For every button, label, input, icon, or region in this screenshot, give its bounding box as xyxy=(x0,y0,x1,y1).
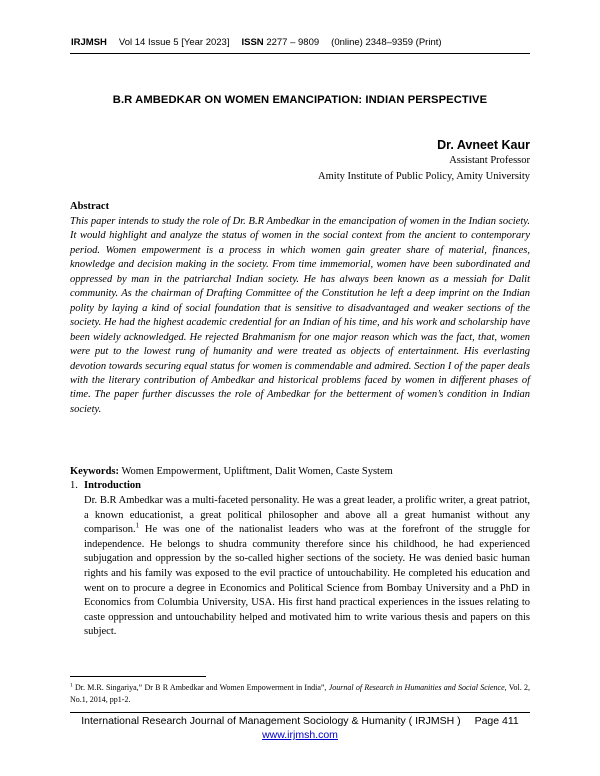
author-position: Assistant Professor xyxy=(449,155,530,166)
page-number: Page 411 xyxy=(474,715,519,727)
header-year: [Year 2023] xyxy=(181,37,230,48)
journal-abbrev: IRJMSH xyxy=(71,37,107,48)
section-title: Introduction xyxy=(84,480,141,491)
running-footer xyxy=(70,715,530,727)
intro-text-part1: Dr. B.R Ambedkar was a multi-faceted personality. He was a great leader, a prolific writer, a great patriot, a known educationist, a great political philosopher and above all a great humanist without any comparison. xyxy=(84,495,530,536)
footnote-divider xyxy=(70,676,206,677)
keywords-text: Women Empowerment, Upliftment, Dalit Women, Caste System xyxy=(121,466,393,477)
author-name: Dr. Avneet Kaur xyxy=(437,138,530,152)
footnote-details: , Vol. 2, No.1, 2014, pp1-2. xyxy=(70,683,531,704)
footnote-journal: Journal of Research in Humanities and Social Science xyxy=(328,683,505,692)
footer-divider xyxy=(70,712,530,713)
intro-text-part2: He was one of the nationalist leaders who was at the forefront of the struggle for independence. He belongs to shudra community therefore since his childhood, he had experienced subjugation and oppression by the so-called higher sections of the society. He was denied basic human rights and his family was exposed to the evil practice of untouchability. He completed his education and went on to procure a degree in Economics and Political Science from Bombay University and a PhD in Economics from Columbia University, USA. His first hand practical experiences in the issues relating to caste oppression and untouchability helped and motivated him to write various thesis and papers on this subject. xyxy=(84,524,530,638)
footnote-number: 1 xyxy=(70,682,73,689)
issn-value: 2277 – 9809 xyxy=(266,37,320,48)
section-heading xyxy=(70,480,141,491)
running-header xyxy=(71,37,531,48)
footnote xyxy=(70,682,530,705)
footnote-reference[interactable]: 1 xyxy=(135,521,140,530)
footer-url-line xyxy=(70,729,530,741)
keywords-line xyxy=(70,466,393,477)
volume-issue: Vol 14 Issue 5 xyxy=(118,37,179,48)
introduction-paragraph xyxy=(84,494,530,640)
footer-journal-name: International Research Journal of Management Sociology & Humanity ( IRJMSH ) xyxy=(81,715,461,727)
footnote-text: Dr. M.R. Singariya,” Dr B R Ambedkar and Women Empowerment in India”, xyxy=(72,683,329,692)
keywords-label: Keywords: xyxy=(70,466,119,477)
abstract-heading: Abstract xyxy=(70,201,110,212)
author-institution: Amity Institute of Public Policy, Amity University xyxy=(318,171,530,182)
issn-label: ISSN xyxy=(241,37,264,48)
abstract-text: This paper intends to study the role of Dr. B.R Ambedkar in the emancipation of women in the Indian society. It would highlight and analyze the status of women in the social context from the ancient to contemporary period. Women empowerment is a process in which women gain greater share of material, finances, knowledge and decision making in the society. From time immemorial, women have been subordinated and oppressed by man in the patriarchal Indian society. He has always been known as a messiah for Dalit community. As the chairman of Drafting Committee of the Constitution he left a deep imprint on the Indian polity by laying a kind of social foundation that is sensitive to disadvantaged and weaker sections of the society. He had the highest academic credential for an Indian of his time, and his work and scholarship have been widely acknowledged. He rejected Brahmanism for one major reason which was the fact, that, women were put to the lowest rung of humanity and were treated as objects of entertainment. His everlasting devotion towards securing equal status for women is commendable and admired. Section I of the paper deals with the literary contribution of Ambedkar and historical problems faced by women in different phases of time. The paper further discusses the role of Ambedkar for the betterment of women’s condition in Indian society. xyxy=(70,216,530,415)
section-number: 1. xyxy=(70,480,78,491)
header-divider xyxy=(70,53,530,54)
paper-title: B.R AMBEDKAR ON WOMEN EMANCIPATION: INDIAN PERSPECTIVE xyxy=(112,94,488,106)
journal-website-link[interactable]: www.irjmsh.com xyxy=(262,729,338,741)
issn-online-print: (0nline) 2348–9359 (Print) xyxy=(331,37,442,48)
